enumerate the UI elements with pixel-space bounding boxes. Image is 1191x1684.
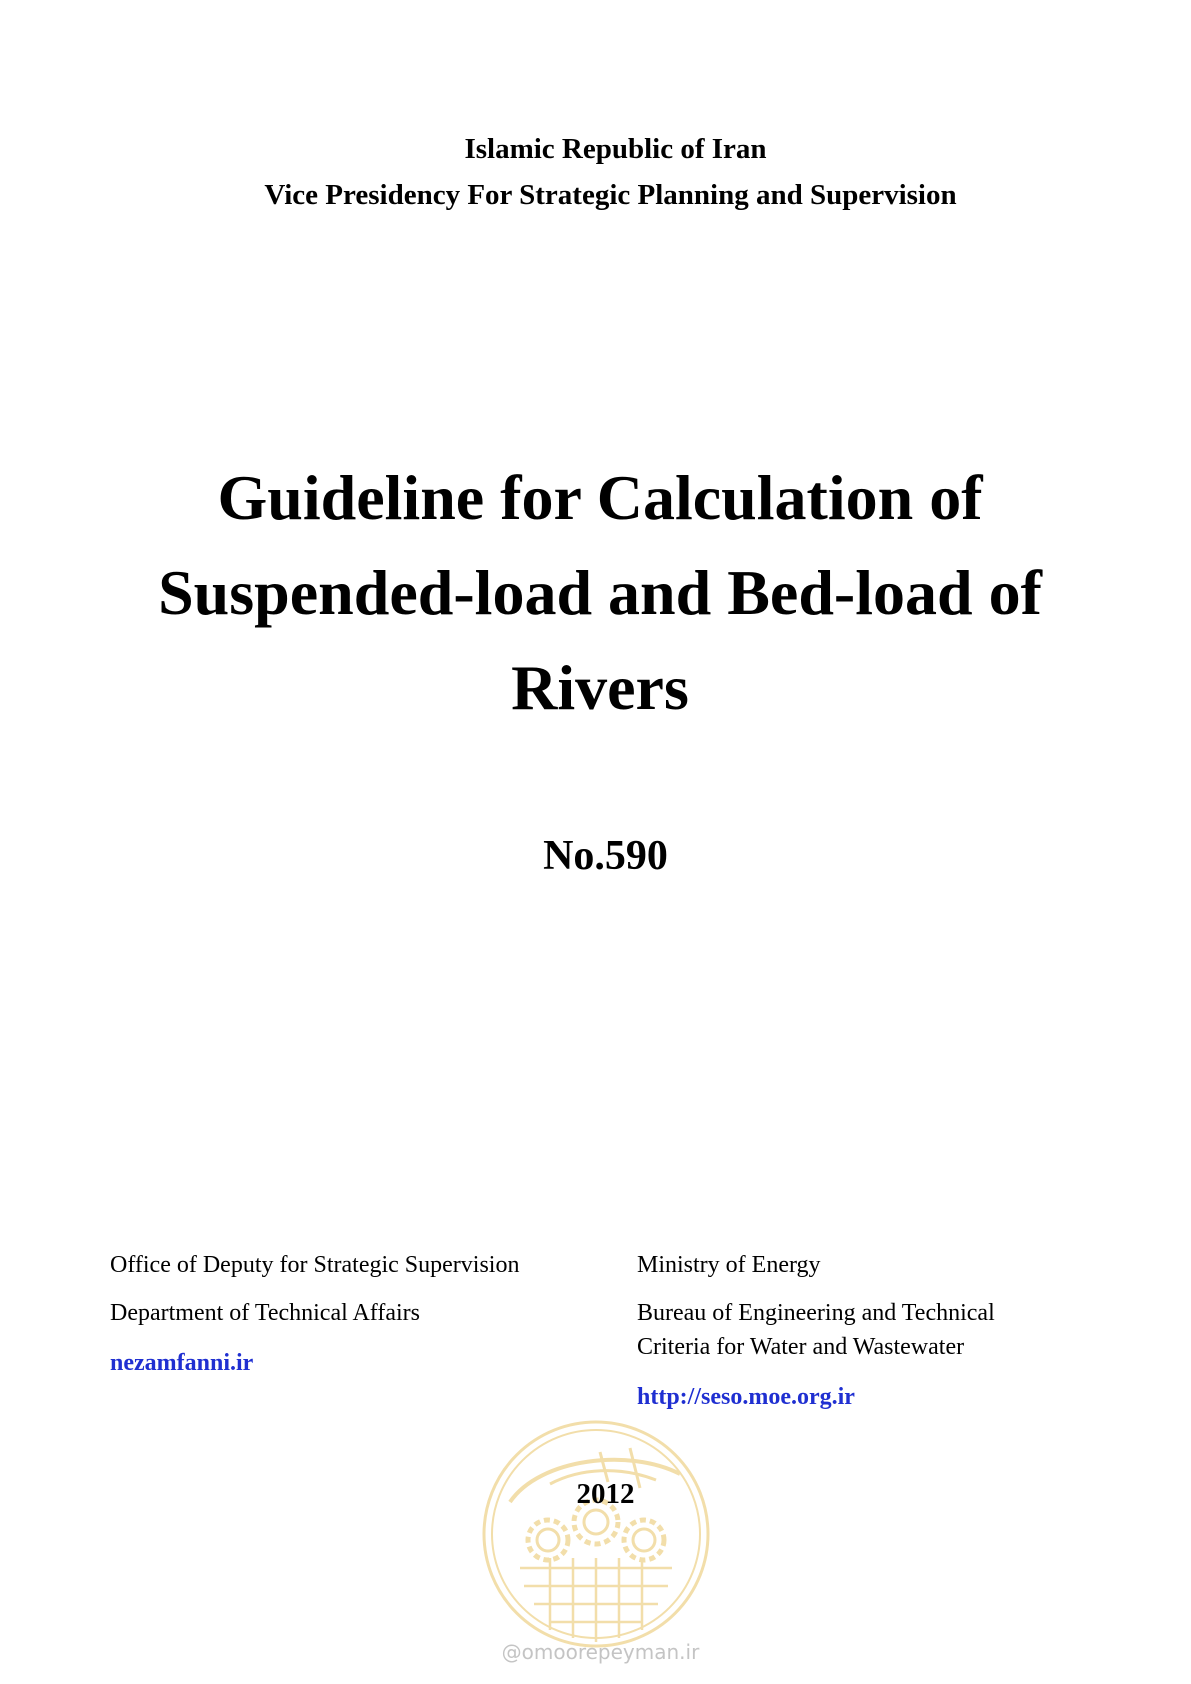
document-title [100,450,1100,735]
watermark-seal-icon [480,1418,712,1650]
right-ministry-name: Ministry of Energy [637,1252,821,1278]
title-line-1: Guideline for Calculation of [217,462,983,533]
left-office-name: Office of Deputy for Strategic Supervision [110,1252,520,1278]
publication-year: 2012 [576,1478,635,1510]
left-department-name: Department of Technical Affairs [110,1300,420,1326]
document-number: No.590 [543,833,668,879]
left-publisher-block [110,1248,610,1380]
title-line-2: Suspended-load and Bed-load of [158,557,1042,628]
right-publisher-block [637,1248,1097,1414]
right-bureau-line-1: Bureau of Engineering and Technical [637,1300,995,1326]
watermark-site-text: @omoorepeyman.ir [501,1640,700,1664]
issuing-office: Vice Presidency For Strategic Planning and Supervision [264,179,957,211]
title-line-3: Rivers [511,652,689,723]
right-bureau-line-2: Criteria for Water and Wastewater [637,1334,965,1360]
document-header [0,126,1191,218]
right-website-link[interactable]: http://seso.moe.org.ir [637,1384,855,1410]
country-name: Islamic Republic of Iran [464,133,767,165]
left-website-link[interactable]: nezamfanni.ir [110,1350,254,1376]
